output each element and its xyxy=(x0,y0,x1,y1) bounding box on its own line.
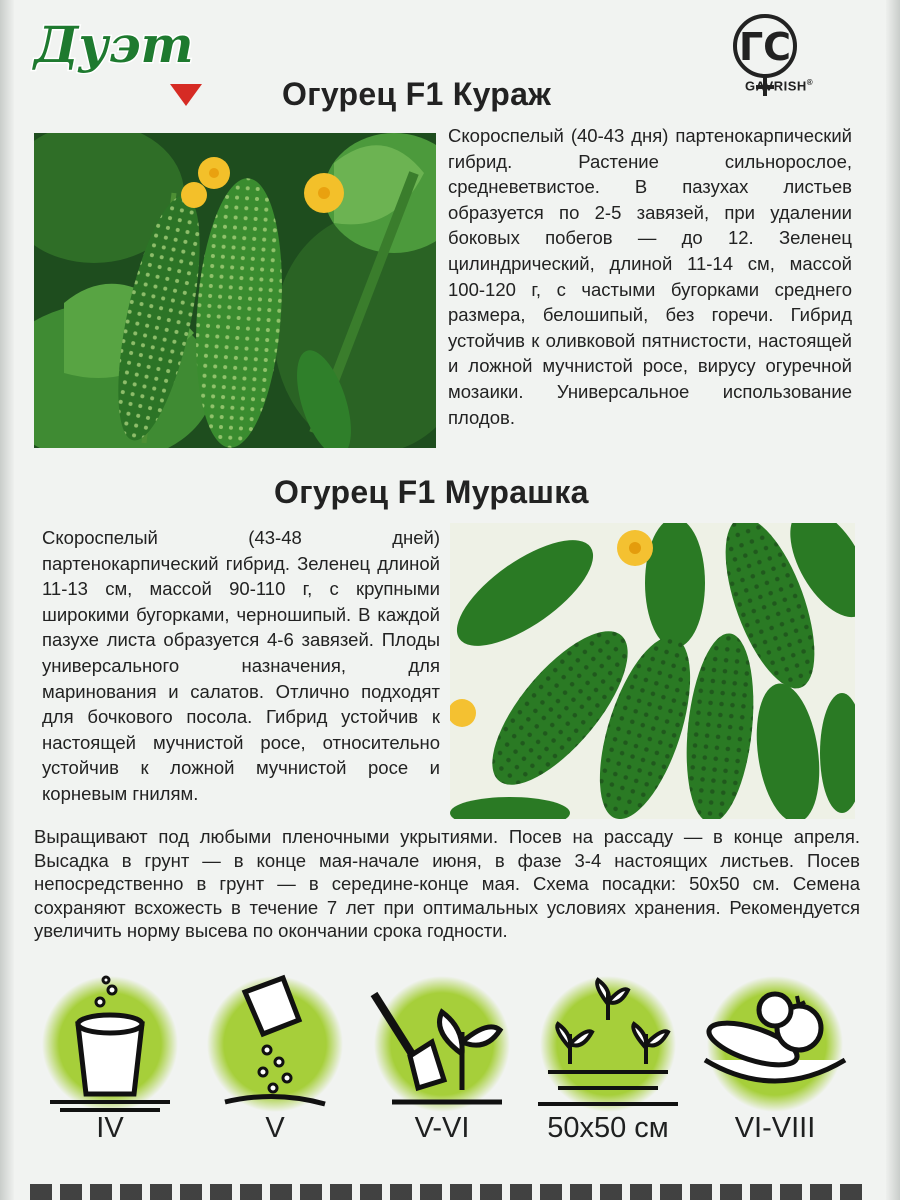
step-planting-scheme xyxy=(528,972,688,1172)
seedling-pot-icon xyxy=(30,972,190,1112)
packet-edge-left xyxy=(0,0,14,1200)
step-sowing-seedlings xyxy=(30,972,190,1172)
variety-2-title: Огурец F1 Мурашка xyxy=(274,474,589,510)
cucumber-plant-photo xyxy=(34,133,436,448)
variety-1-description: Скороспелый (40-43 дня) партенокарпический гибрид. Растение сильнорослое, средневетвистое. В пазухах листьев образуется по 2-5 завязей, при удалении боковых побегов — до 12. Зеленец цилиндрический, длиной 11-14 см, массой 100-120 г, с частыми бугорками среднего размера, белошипый, без горечи. Гибрид устойчив к оливковой пятнистости, настоящей и ложной мучнистой росе, вирусу огуречной мозаики. Универсальное использование плодов. xyxy=(448,125,852,428)
gavrish-logo-letters: ГС xyxy=(738,25,792,69)
logo-triangle-icon xyxy=(170,84,202,106)
planting-scheme-icon xyxy=(528,972,688,1112)
step-2-label: V xyxy=(265,1112,285,1144)
step-4-label: 50x50 см xyxy=(547,1112,669,1144)
duet-logo xyxy=(26,14,256,74)
duet-logo-text: Дуэт xyxy=(34,15,194,74)
step-3-label: V-VI xyxy=(414,1112,470,1144)
step-1-label: IV xyxy=(96,1112,124,1144)
step-transplant xyxy=(362,972,522,1172)
gavrish-name: GAVRISH® xyxy=(745,78,814,94)
harvested-cucumbers-photo xyxy=(450,523,855,819)
growing-instructions: Выращивают под любыми пленочными укрытиями. Посев на рассаду — в конце апреля. Высадка в грунт — в конце мая-начале июня, в фазе 3-4 настоящих листьев. Посев непосредственно в грунт — в середине-конце мая. Схема посадки: 50x50 см. Семена сохраняют всхожесть в течение 7 лет при оптимальных условиях хранения. Рекомендуется увеличить норму высева по окончании срока годности. xyxy=(34,826,860,942)
harvest-vegetables-icon xyxy=(695,972,855,1112)
step-harvest xyxy=(695,972,855,1172)
step-5-label: VI-VIII xyxy=(734,1112,816,1144)
cut-off-text-line xyxy=(30,1184,870,1200)
registered-mark: ® xyxy=(806,78,814,87)
variety-2-description: Скороспелый (43-48 дней) партенокарпический гибрид. Зеленец длиной 11-13 см, массой 90-110 г, с крупными широкими бугорками, черношипый. В каждой пазухе листа образуется 4-6 завязей. Плоды универсального назначения, для маринования и салатов. Отлично подходят для бочкового посола. Гибрид устойчив к настоящей мучнистой росе, относительно устойчив к ложной мучнистой росе и корневым гнилям. xyxy=(42,527,440,804)
variety-1-title: Огурец F1 Кураж xyxy=(282,76,552,112)
packet-edge-right xyxy=(886,0,900,1200)
step-sowing-ground xyxy=(195,972,355,1172)
transplant-trowel-icon xyxy=(362,972,522,1112)
sowing-seeds-icon xyxy=(195,972,355,1112)
